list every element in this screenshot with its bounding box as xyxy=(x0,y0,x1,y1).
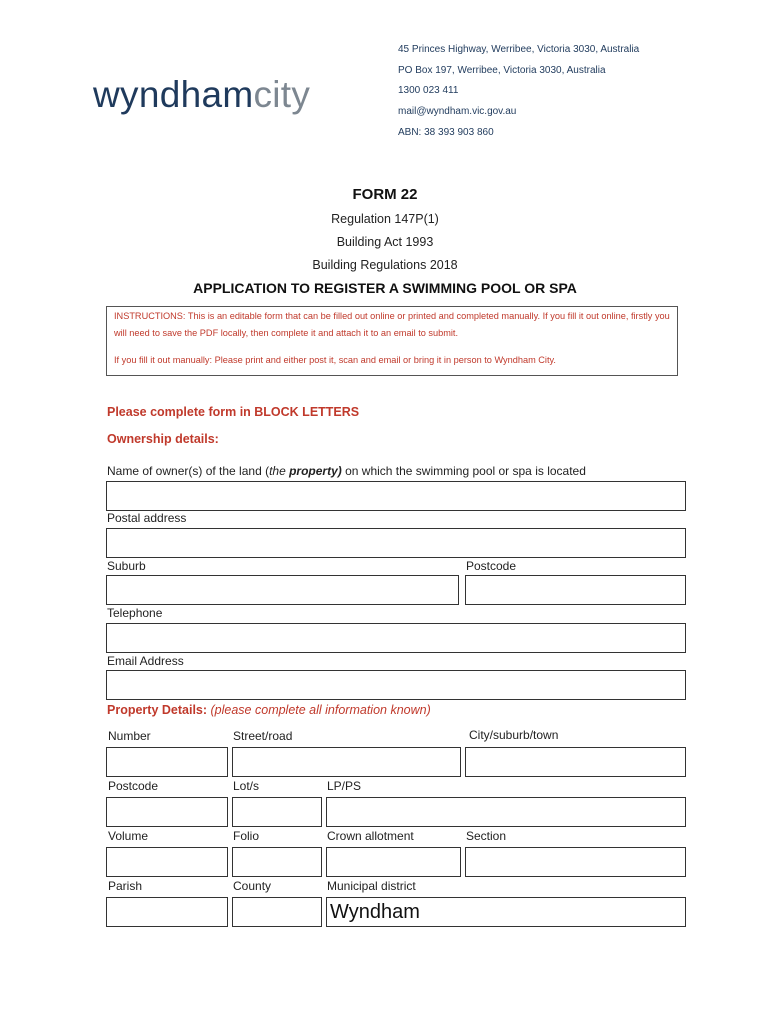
street-label: Street/road xyxy=(233,729,293,743)
volume-field[interactable] xyxy=(106,847,228,877)
property-details-heading xyxy=(107,703,431,717)
contact-phone: 1300 023 411 xyxy=(398,85,459,96)
logo-wordmark-primary: wyndham xyxy=(93,74,254,115)
owner-name-label xyxy=(107,464,586,478)
folio-label: Folio xyxy=(233,829,260,843)
property-postcode-label: Postcode xyxy=(108,779,159,793)
owner-label-part: Name of owner(s) of the land ( xyxy=(107,464,270,478)
city-field[interactable] xyxy=(465,747,686,777)
email-label: Email Address xyxy=(107,654,184,668)
owner-name-field[interactable] xyxy=(106,481,686,511)
block-letters-heading: Please complete form in BLOCK LETTERS xyxy=(107,405,360,419)
property-heading-bold: Property Details: xyxy=(107,703,208,717)
email-field[interactable] xyxy=(106,670,686,700)
parish-field[interactable] xyxy=(106,897,228,927)
regulations-text: Building Regulations 2018 xyxy=(312,258,458,272)
city-label: City/suburb/town xyxy=(469,728,559,742)
page-title: APPLICATION TO REGISTER A SWIMMING POOL OR SPA xyxy=(193,280,577,296)
municipal-district-label: Municipal district xyxy=(327,879,416,893)
county-label: County xyxy=(233,879,272,893)
postal-address-field[interactable] xyxy=(106,528,686,558)
instructions-text: INSTRUCTIONS: This is an editable form that can be filled out online or printed and completed manually. If you fill it out online, firstly you will need to save the PDF locally, then complete it and attach it to an email to submit. xyxy=(114,311,670,338)
lpps-label: LP/PS xyxy=(327,779,362,793)
section-label: Section xyxy=(466,829,507,843)
owner-label-italic: the xyxy=(269,464,290,478)
telephone-label: Telephone xyxy=(107,606,163,620)
suburb-label: Suburb xyxy=(107,559,146,573)
instructions-manual-text: If you fill it out manually: Please print and either post it, scan and email or bring it in person to Wyndham City. xyxy=(114,355,556,365)
act-text: Building Act 1993 xyxy=(336,235,434,249)
number-label: Number xyxy=(108,729,151,743)
form-number: FORM 22 xyxy=(352,186,418,203)
municipal-district-field[interactable]: Wyndham xyxy=(326,897,686,927)
volume-label: Volume xyxy=(108,829,149,843)
crown-allotment-field[interactable] xyxy=(326,847,461,877)
contact-address: 45 Princes Highway, Werribee, Victoria 3030, Australia xyxy=(398,44,640,55)
section-field[interactable] xyxy=(465,847,686,877)
street-field[interactable] xyxy=(232,747,461,777)
folio-field[interactable] xyxy=(232,847,322,877)
postal-address-label: Postal address xyxy=(107,511,187,525)
lots-field[interactable] xyxy=(232,797,322,827)
postcode-label: Postcode xyxy=(466,559,517,573)
instructions-box xyxy=(106,306,678,376)
contact-abn: ABN: 38 393 903 860 xyxy=(398,127,494,138)
crown-allotment-label: Crown allotment xyxy=(327,829,414,843)
postcode-field[interactable] xyxy=(465,575,686,605)
logo-wordmark-secondary: city xyxy=(253,74,311,115)
telephone-field[interactable] xyxy=(106,623,686,653)
owner-label-rest: on which the swimming pool or spa is located xyxy=(341,464,586,478)
county-field[interactable] xyxy=(232,897,322,927)
owner-label-bold: property) xyxy=(289,464,342,478)
property-postcode-field[interactable] xyxy=(106,797,228,827)
suburb-field[interactable] xyxy=(106,575,459,605)
ownership-heading: Ownership details: xyxy=(107,432,219,446)
wyndham-city-logo xyxy=(93,74,310,116)
regulation-text: Regulation 147P(1) xyxy=(331,212,439,226)
property-heading-note: (please complete all information known) xyxy=(210,703,431,717)
lpps-field[interactable] xyxy=(326,797,686,827)
parish-label: Parish xyxy=(108,879,143,893)
contact-email: mail@wyndham.vic.gov.au xyxy=(398,106,517,117)
contact-po-box: PO Box 197, Werribee, Victoria 3030, Australia xyxy=(398,65,606,76)
lots-label: Lot/s xyxy=(233,779,260,793)
number-field[interactable] xyxy=(106,747,228,777)
